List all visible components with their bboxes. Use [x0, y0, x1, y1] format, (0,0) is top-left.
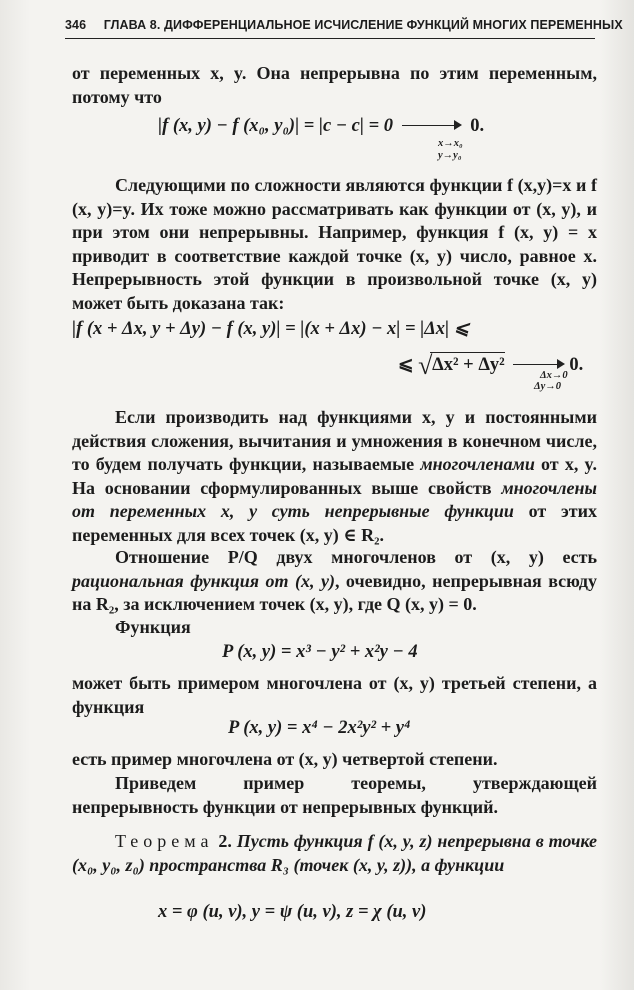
paragraph-function-label: Функция [115, 617, 191, 637]
limit-condition-dy: Δy→0 [534, 381, 561, 392]
formula-lhs: |f (x, y) − f (x₀, y₀)| = |c − c| = 0 [158, 116, 394, 136]
formula-substitution-functions: x = φ (u, v), y = ψ (u, v), z = χ (u, v) [158, 902, 427, 922]
theorem-number: 2. [218, 831, 232, 851]
paragraph-theorem-intro: Приведем пример теоремы, утверждающей непрерывность функции от непрерывных функций. [72, 773, 597, 817]
para3-text-c: от этих переменных для всех точек (x, y) ∈ R₂. [72, 501, 597, 545]
limit-condition-dx: Δx→0 [540, 370, 568, 381]
formula-increment-text: |f (x + Δx, y + Δy) − f (x, y)| = |(x + Δx) − x| = |Δx| ⩽ [72, 319, 470, 339]
sqrt-expression [418, 351, 505, 380]
paragraph-cubic-example: может быть примером многочлена от (x, y) третьей степени, а функция [72, 673, 597, 717]
chapter-title: ГЛАВА 8. ДИФФЕРЕНЦИАЛЬНОЕ ИСЧИСЛЕНИЕ ФУНКЦИЙ МНОГИХ ПЕРЕМЕННЫХ [103, 18, 623, 32]
formula-rhs: 0. [470, 116, 485, 136]
theorem-2 [72, 830, 597, 877]
paragraph-intro: от переменных x, y. Она непрерывна по этим переменным, потому что [72, 63, 597, 107]
page-number: 346 [65, 18, 87, 32]
running-header [65, 18, 623, 39]
limit-arrow [402, 117, 462, 137]
formula-quartic-polynomial: P (x, y) = x⁴ − 2x²y² + y⁴ [228, 718, 411, 738]
paragraph-next-functions: Следующими по сложности являются функции f (x,y)=x и f (x, y)=y. Их тоже можно рассматривать как функции от (x, y), и при этом они непрерывны. Например, функция f (x, y) = x приводит в соответствие каждой точке (x, y) число, равное x. Непрерывность этой функции в произвольной точке (x, y) может быть доказана так: [72, 175, 597, 313]
para4-text-b: , очевидно, непрерывная всюду на R₂, за исключением точек (x, y), где Q (x, y) = 0. [72, 570, 597, 614]
paragraph-polynomials [72, 406, 597, 547]
radical-sign: √ [418, 351, 433, 380]
limit-condition-y: y→y₀ [438, 150, 462, 161]
para4-text-a: Отношение P/Q двух многочленов от (x, y) есть [115, 547, 597, 567]
limit-condition-x: x→x₀ [438, 138, 463, 149]
para3-text-b: от x, y. На основании сформулированных выше свойств [72, 454, 597, 498]
formula-cubic-polynomial: P (x, y) = x³ − y² + x²y − 4 [222, 642, 418, 662]
formula-continuity-constant [158, 116, 484, 137]
theorem-label: Теорема [115, 831, 214, 851]
para3-text-a: Если производить над функциями x, y и постоянными действия сложения, вычитания и умножения в конечном числе, то будем получать функции, называемые [72, 407, 597, 474]
term-polynomials: многочленами [420, 454, 535, 474]
theorem-statement: Пусть функция f (x, y, z) непрерывна в точке (x₀, y₀, z₀) пространства R₃ (точек (x, y, z)), а функции [72, 831, 597, 875]
paragraph-rational [72, 546, 597, 617]
term-rational-function: рациональная функция от (x, y) [72, 570, 335, 591]
leq-sign: ⩽ [398, 355, 414, 375]
statement-polynomials-continuous: многочлены от переменных x, y суть непрерывные функции [72, 477, 597, 521]
formula2-rhs: 0. [569, 355, 584, 375]
sqrt-body: Δx² + Δy² [432, 355, 505, 375]
paragraph-quartic-example: есть пример многочлена от (x, y) четвертой степени. [72, 749, 498, 769]
formula-increment-line1 [72, 318, 469, 340]
